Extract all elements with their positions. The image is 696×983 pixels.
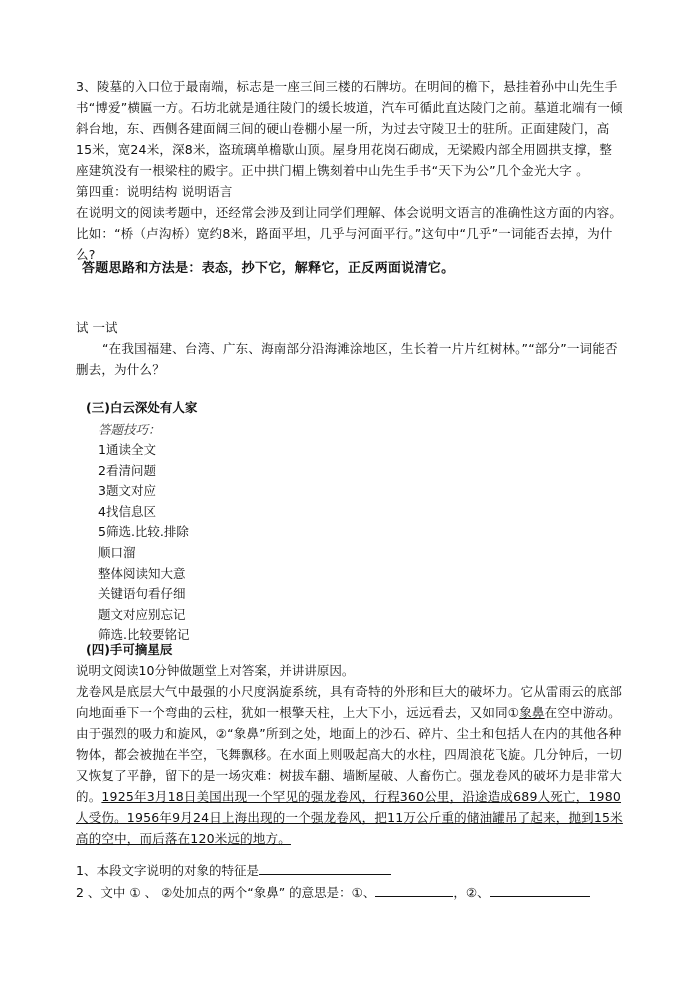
question-2-text: ，②、 xyxy=(453,885,490,900)
paragraph-mausoleum: 3、陵墓的入口位于最南端，标志是一座三间三楼的石牌坊。在明间的檐下，悬挂着孙中山先生手书“博爱”横匾一方。石坊北就是通往陵门的缓长坡道，汽车可循此直达陵门之前。墓道北端有一倾斜台地，东、西侧各建面阔三间的硬山卷棚小屋一所，为过去守陵卫士的驻所。正面建陵门，高15米，宽24米，深8米，盗琉璃单檐歇山顶。屋身用花岗石砌成，无梁殿内部全用圆拱支撑，整座建筑没有一根梁柱的殿宇。正中拱门楣上镌刻着中山先生手书“天下为公”几个金光大字 。 xyxy=(76,79,623,178)
list-item: 4找信息区 xyxy=(98,503,156,519)
tips-label: 答题技巧： xyxy=(98,422,161,437)
list-item: 题文对应别忘记 xyxy=(98,606,186,622)
list-item: 2看清问题 xyxy=(98,462,156,478)
section-four-heading: 第四重：说明结构 说明语言 xyxy=(76,184,233,199)
list-item: 3题文对应 xyxy=(98,483,156,499)
passage-text: 在空中游动。由于强烈的吸力和旋风，②“ xyxy=(76,705,621,741)
answer-blank[interactable] xyxy=(375,882,453,897)
answer-blank[interactable] xyxy=(259,860,391,875)
emphasized-word: 象鼻 xyxy=(519,705,545,720)
instruction: 说明文阅读10分钟做题堂上对答案，并讲讲原因。 xyxy=(76,663,355,678)
question-1 xyxy=(76,860,391,881)
passage-text: 龙卷风是底层大气中最强的小尺度涡旋系统，具有奇特的外形和巨大的破坏力。它从雷雨云的底部向地面垂下一个弯曲的云柱，犹如一根擎天柱，上大下小，远远看去，又如同① xyxy=(76,684,623,720)
answer-blank[interactable] xyxy=(490,882,590,897)
question-2 xyxy=(76,882,590,903)
passage-text: ”所到之处，地面上的沙石、碎片、尘土和包括人在内的其他各种物体，都会被抛在半空，飞舞飘移。在水面上则吸起高大的水柱，四周浪花飞旋。几分钟后，一切又恢复了平静，留下的是一场灾难：树拔车翻、墙断屋破、人畜伤亡。强龙卷风的破坏力是非常大的。 xyxy=(76,726,623,804)
list-item: 1通读全文 xyxy=(98,442,156,457)
tips-list xyxy=(98,440,189,646)
try-heading: 试 一试 xyxy=(76,320,118,335)
list-item: 关键语句看仔细 xyxy=(98,586,186,602)
section-three-title: (三)白云深处有人家 xyxy=(86,400,198,415)
rhyme-label: 顺口溜 xyxy=(98,544,136,560)
paragraph-language-question: 在说明文的阅读考题中，还经常会涉及到让同学们理解、体会说明文语言的准确性这方面的内容。比如：“桥（卢沟桥）宽约8米，路面平坦，几乎与河面平行。”这句中“几乎”一词能否去掉，为什么? xyxy=(76,205,623,262)
underlined-passage: 1925年3月18日美国出现一个罕见的强龙卷风，行程360公里，沿途造成689人死亡，1980人受伤。1956年9月24日上海出现的一个强龙卷风，把11万公斤重的储油罐吊了起来，抛到15米高的空中，而后落在120米远的地方。 xyxy=(76,789,623,846)
question-2-text: 2 、文中 ① 、 ②处加点的两个“象鼻” 的意思是：①、 xyxy=(76,885,376,900)
try-question: “在我国福建、台湾、广东、海南部分沿海滩涂地区，生长着一片片红树林。”“部分”一词能否删去，为什么？ xyxy=(76,341,618,377)
list-item: 整体阅读知大意 xyxy=(98,565,186,581)
section-four-title: (四)手可摘星辰 xyxy=(86,642,173,657)
tornado-passage xyxy=(76,681,624,849)
question-1-text: 1、本段文字说明的对象的特征是 xyxy=(76,863,259,878)
list-item: 5筛选.比较.排除 xyxy=(98,524,189,540)
list-item: 筛选.比较要铭记 xyxy=(98,627,190,643)
emphasized-word: 象鼻 xyxy=(233,726,260,741)
answer-method: 答题思路和方法是：表态，抄下它，解释它，正反两面说清它。 xyxy=(82,261,455,276)
